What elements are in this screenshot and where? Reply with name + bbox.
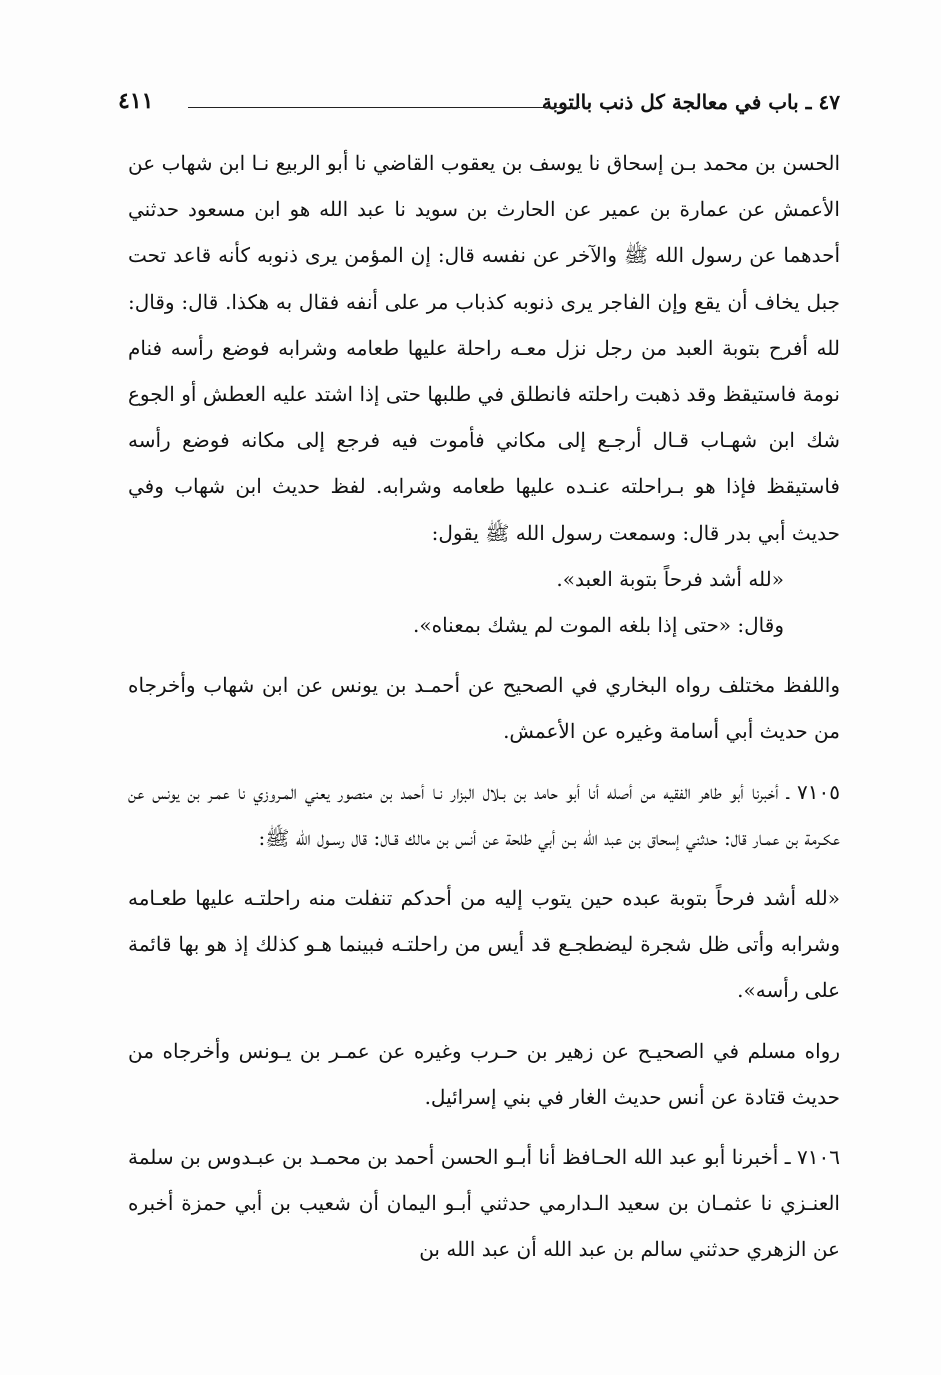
paragraph-hadith-7105: ٧١٠٥ ـ أخبرنا أبو طاهر الفقيه من أصله أنا أبو حامد بن بـلال البزار نـا أحمد بن منصور يعني المـروزي نا عمـر بن يونس عن عكـرمة بن عمـار قال: حدثني إسحاق بن عبد الله بـن أبي طلحة عن أنس بن مالك قـال: قال رسـول الله ﷺ: xyxy=(128,779,840,850)
paragraph-commentary-7105: رواه مسلم في الصحيـح عن زهير بن حـرب وغيره عن عمـر بن يـونس وأخرجاه من حديث قتادة عن أنس حديث الغار في بني إسرائيل. xyxy=(128,1038,840,1109)
paragraph-hadith-7106: ٧١٠٦ ـ أخبرنا أبو عبد الله الحـافظ أنا أبـو الحسن أحمد بن محمـد بن عبـدوس بن سلمة العنـزي نا عثمـان بن سعيد الـدارمي حدثني أبـو اليمان أن شعيب بن أبي حمزة أخبره عن الزهري حدثني سالم بن عبد الله أن عبد الله بن xyxy=(128,1145,840,1262)
paragraph-commentary: واللفظ مختلف رواه البخاري في الصحيح عن أحمـد بن يونس عن ابن شهاب وأخرجاه من حديث أبي أسامة وغيره عن الأعمش. xyxy=(128,673,840,744)
hadith-quote-7105: «لله أشد فرحاً بتوبة عبده حين يتوب إليه من أحدكم تنفلت منه راحلتـه عليها طعـامه وشرابه وأتى ظل شجرة ليضطجـع قد أيس من راحلتـه فبينما هـو كذلك إذ هو بها قائمة على رأسه». xyxy=(128,886,840,1003)
chapter-title: ٤٧ ـ باب في معالجة كل ذنب بالتوبة xyxy=(541,90,840,114)
paragraph-continued-narration: الحسن بن محمد بـن إسحاق نا يوسف بن يعقوب القاضي نا أبو الربيع نـا ابن شهاب عن الأعمش عن عمارة بن عمير عن الحارث بن سويد نا عبد الله هو ابن مسعود حدثني أحدهما عن رسول الله ﷺ والآخر عن نفسه قال: إن المؤمن يرى ذنوبه كأنه قاعد تحت جبل يخاف أن يقع وإن الفاجر يرى ذنوبه كذباب مر على أنفه فقال به هكذا. قال: وقال: لله أفرح بتوبة العبد من رجل نزل معـه راحلة عليها طعامه وشرابه فوضع رأسه فنام نومة فاستيقظ وقد ذهبت راحلته فانطلق في طلبها حتى إذا اشتد عليه العطش أو الجوع شك ابن شهـاب قـال أرجـع إلى مكاني فأموت فيه فرجع إلى مكانه فوضع رأسه فاستيقظ فإذا هو بـراحلته عنـده عليها طعامه وشرابه. لفظ حديث ابن شهاب وفي حديث أبي بدر قال: وسمعت رسول الله ﷺ يقول: xyxy=(128,151,840,545)
hadith-quote-addendum: وقال: «حتى إذا بلغه الموت لم يشك بمعناه». xyxy=(413,613,784,638)
page-body xyxy=(128,140,840,1273)
hadith-quote: «لله أشد فرحاً بتوبة العبد». xyxy=(556,566,784,591)
page-number: ٤١١ xyxy=(118,88,154,114)
header-divider xyxy=(188,107,580,108)
running-header xyxy=(118,88,840,122)
